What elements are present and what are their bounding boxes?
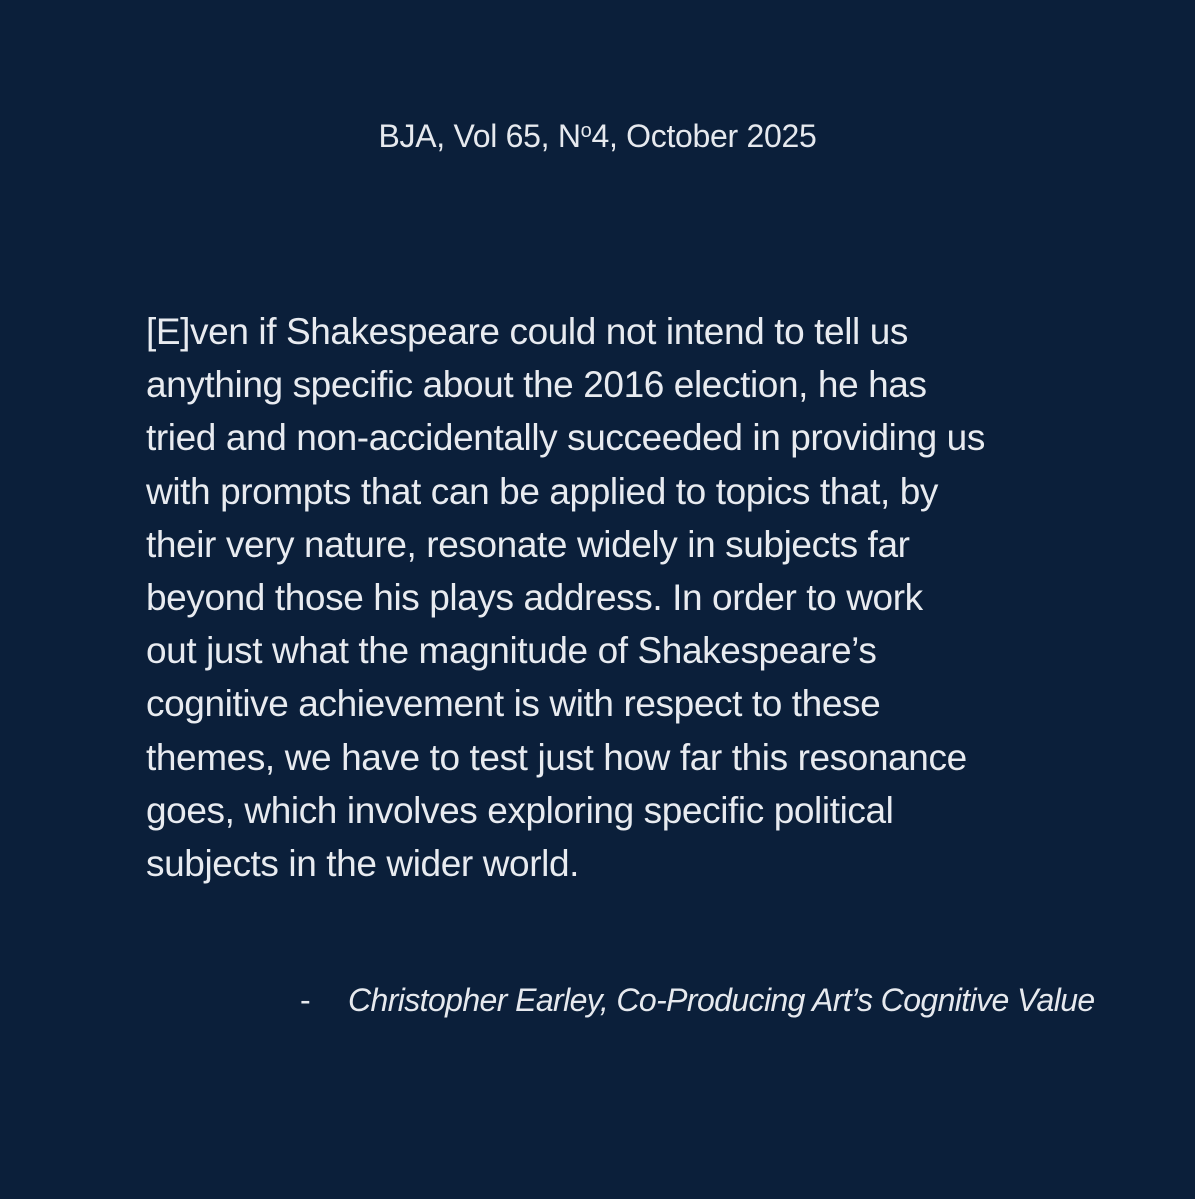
attribution-author-source: Christopher Earley, Co-Producing Art’s Cognitive Value — [348, 982, 1095, 1018]
quote-line: their very nature, resonate widely in subjects far — [146, 523, 910, 565]
quote-line: subjects in the wider world. — [146, 843, 579, 885]
journal-citation-suffix: 4, October 2025 — [591, 118, 817, 154]
quote-line: beyond those his plays address. In order to work — [146, 577, 923, 619]
quote-line: with prompts that can be applied to topics that, by — [146, 470, 939, 512]
quote-line: goes, which involves exploring specific political — [146, 789, 894, 831]
journal-number-ordinal: o — [580, 120, 592, 142]
quote-line: [E]ven if Shakespeare could not intend to tell us — [146, 311, 909, 352]
quote-attribution — [300, 982, 1095, 1019]
quote-line: anything specific about the 2016 election, he has — [146, 364, 927, 406]
journal-citation — [0, 118, 1195, 155]
quote-line: themes, we have to test just how far this resonance — [146, 736, 967, 778]
quote-line: tried and non-accidentally succeeded in providing us — [146, 417, 985, 459]
attribution-dash: - — [300, 982, 311, 1018]
quote-line: out just what the magnitude of Shakespeare’s — [146, 630, 877, 672]
journal-citation-prefix: BJA, Vol 65, N — [378, 118, 581, 154]
quote-text — [146, 305, 1066, 890]
quote-line: cognitive achievement is with respect to these — [146, 683, 881, 725]
